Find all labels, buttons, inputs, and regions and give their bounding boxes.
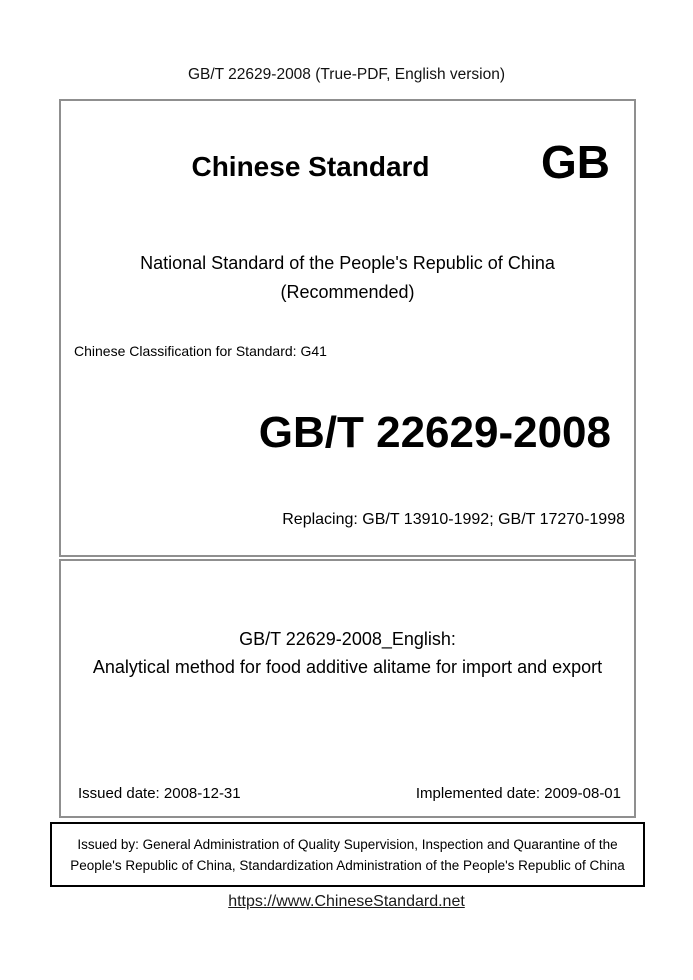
brand-title: Chinese Standard [191, 151, 430, 182]
gb-logo: GB [541, 136, 610, 188]
english-title [61, 625, 634, 681]
page-footer [0, 893, 693, 911]
website-link[interactable]: https://www.ChineseStandard.net [228, 893, 465, 910]
english-title-line1: GB/T 22629-2008_English: [239, 629, 456, 649]
issued-date: Issued date: 2008-12-31 [78, 785, 241, 802]
national-standard-line: National Standard of the People's Republic of China [140, 253, 555, 273]
standard-code: GB/T 22629-2008 [258, 408, 611, 457]
cover-box [59, 99, 636, 557]
english-title-line2: Analytical method for food additive alitame for import and export [92, 657, 603, 677]
national-standard-block [61, 249, 634, 307]
title-box [59, 559, 636, 818]
classification-line: Chinese Classification for Standard: G41 [74, 343, 327, 359]
page-header-title: GB/T 22629-2008 (True-PDF, English version) [187, 66, 506, 83]
replacing-line: Replacing: GB/T 13910-1992; GB/T 17270-1998 [282, 511, 625, 528]
dates-row [78, 785, 621, 802]
issued-by-text: Issued by: General Administration of Quality Supervision, Inspection and Quarantine of the People's Republic of China, Standardization Administration of the People's Republic of China [70, 836, 625, 873]
issuer-box [50, 822, 645, 887]
recommended-line: (Recommended) [280, 282, 415, 302]
implemented-date: Implemented date: 2009-08-01 [415, 785, 621, 802]
